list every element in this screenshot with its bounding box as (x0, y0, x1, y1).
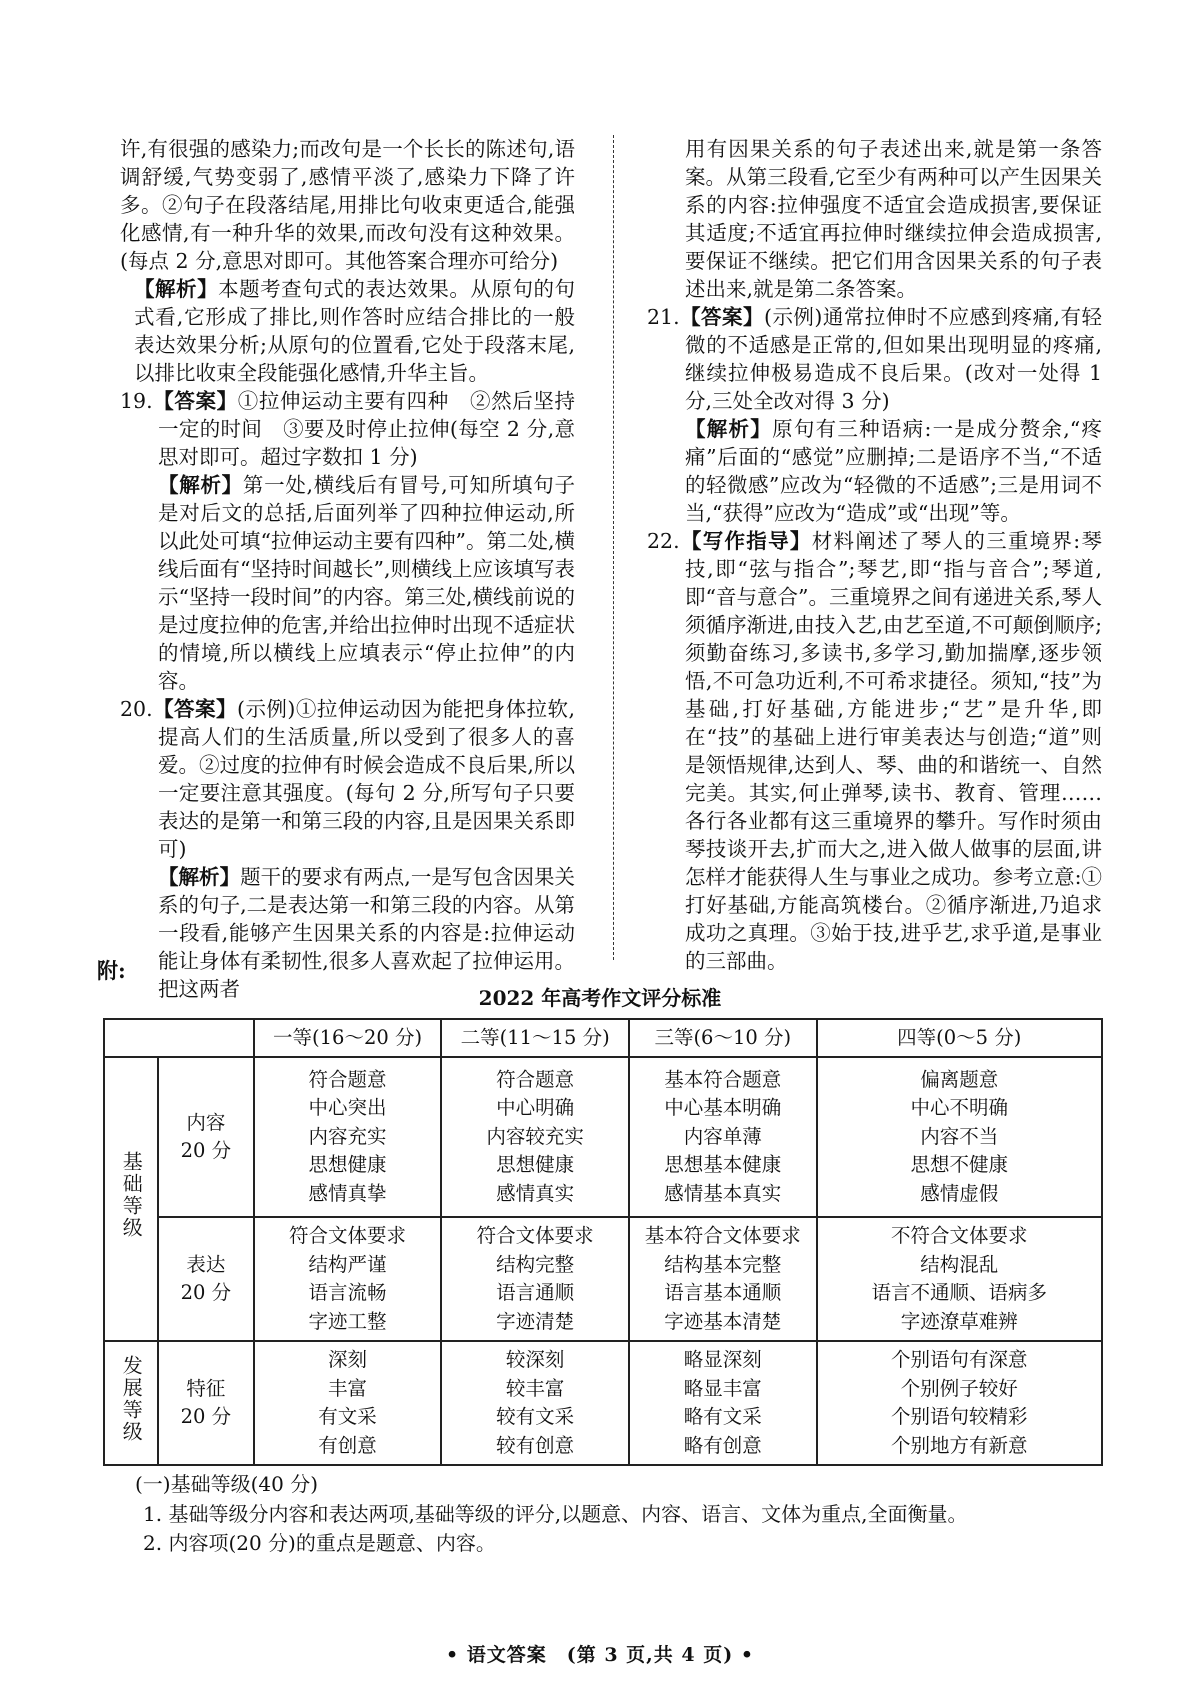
criterion: 有文采 (318, 1405, 377, 1428)
criterion: 略显深刻 (683, 1348, 762, 1371)
criterion: 符合文体要求 (476, 1224, 594, 1247)
criterion: 思想健康 (308, 1153, 387, 1177)
criterion: 中心基本明确 (664, 1096, 782, 1120)
answer-label: 【答案】 (152, 389, 238, 413)
criterion: 个别地方有新意 (891, 1433, 1028, 1457)
paragraph-continued (120, 135, 575, 275)
table-row-feature (104, 1341, 1102, 1465)
note-item: 2. 内容项(20 分)的重点是题意、内容。 (143, 1531, 496, 1555)
grade-header: 二等(11～15 分) (441, 1019, 629, 1057)
criterion: 语言基本通顺 (664, 1281, 782, 1304)
table-corner-cell (104, 1019, 254, 1057)
criterion: 内容不当 (920, 1124, 999, 1148)
scoring-table (103, 1018, 1103, 1466)
criterion: 字迹工整 (308, 1309, 387, 1333)
criterion: 感情真实 (496, 1181, 575, 1205)
group-label: 基础等级 (119, 1150, 144, 1239)
criterion: 内容单薄 (683, 1124, 762, 1148)
criteria-cell (254, 1341, 442, 1465)
criteria-cell (441, 1217, 629, 1341)
criterion: 思想健康 (496, 1153, 575, 1177)
criteria-cell (441, 1057, 629, 1217)
criterion: 深刻 (328, 1348, 368, 1371)
criterion: 结构严谨 (308, 1252, 387, 1276)
question-19-answer (120, 387, 575, 471)
question-number: 19. (120, 389, 153, 413)
analysis-paragraph (120, 275, 575, 387)
criterion: 语言流畅 (308, 1281, 387, 1304)
criterion: 思想不健康 (910, 1153, 1009, 1177)
note-item: 1. 基础等级分内容和表达两项,基础等级的评分,以题意、内容、语言、文体为重点,全面衡量。 (143, 1501, 968, 1526)
criterion: 较有文采 (496, 1405, 575, 1428)
criterion: 语言通顺 (496, 1281, 575, 1304)
analysis-text: 题干的要求有两点,一是写包含因果关系的句子,二是表达第一和第三段的内容。从第一段看,能够产生因果关系的内容是:拉伸运动能让身体有柔韧性,很多人喜欢起了拉伸运用。把这两者 (158, 865, 576, 1001)
criteria-cell (629, 1217, 817, 1341)
criteria-cell (629, 1057, 817, 1217)
question-number: 21. (647, 305, 680, 329)
right-column (647, 135, 1102, 975)
criterion: 略显丰富 (683, 1376, 762, 1400)
criterion: 感情真挚 (308, 1181, 387, 1205)
criterion: 不符合文体要求 (891, 1224, 1028, 1247)
group-cell-development (104, 1341, 158, 1465)
criterion: 丰富 (328, 1376, 368, 1400)
criteria-cell (254, 1057, 442, 1217)
left-column (120, 135, 575, 1003)
criterion: 较丰富 (505, 1376, 565, 1400)
analysis-text: 第一处,横线后有冒号,可知所填句子是对后文的总括,后面列举了四种拉伸运动,所以此处可填“拉伸运动主要有四种”。第二处,横线后面有“坚持时间越长”,则横线上应该填写表示“坚持一段时间”的内容。第三处,横线前说的是过度拉伸的危害,并给出拉伸时出现不适症状的情境,所以横线上应填表示“停止拉伸”的内容。 (158, 473, 575, 693)
criterion: 较深刻 (505, 1348, 565, 1371)
criteria-cell (254, 1217, 442, 1341)
analysis-label: 【解析】 (685, 417, 773, 441)
analysis-label: 【解析】 (158, 865, 241, 889)
question-number: 22. (647, 529, 680, 553)
table-header-row (104, 1019, 1102, 1057)
criterion: 思想基本健康 (664, 1153, 782, 1177)
analysis-label: 【解析】 (158, 473, 243, 497)
group-label: 发展等级 (119, 1354, 144, 1443)
criterion: 字迹清楚 (496, 1309, 575, 1333)
criterion: 个别语句较精彩 (891, 1405, 1028, 1428)
criterion: 个别例子较好 (900, 1376, 1018, 1400)
answer-text: (示例)通常拉伸时不应感到疼痛,有轻微的不适感是正常的,但如果出现明显的疼痛,继续拉伸极易造成不良后果。(改对一处得 1 分,三处全改对得 3 分) (685, 305, 1102, 413)
table-row-content (104, 1057, 1102, 1217)
item-score: 20 分 (180, 1405, 232, 1428)
criterion: 结构基本完整 (664, 1252, 782, 1276)
analysis-label: 【解析】 (134, 277, 219, 301)
question-19-analysis (120, 471, 575, 695)
criteria-cell (817, 1217, 1102, 1341)
grade-header: 四等(0～5 分) (817, 1019, 1102, 1057)
question-22-guide (647, 527, 1102, 975)
criterion: 个别语句有深意 (891, 1348, 1028, 1371)
answer-text: ①拉伸运动主要有四种 ②然后坚持一定的时间 ③要及时停止拉伸(每空 2 分,意思对即可。超过字数扣 1 分) (158, 389, 576, 469)
item-score: 20 分 (180, 1281, 232, 1304)
criteria-cell (817, 1341, 1102, 1465)
answer-text: (示例)①拉伸运动因为能把身体拉软,提高人们的生活质量,所以受到了很多人的喜爱。②过度的拉伸有时候会造成不良后果,所以一定要注意其强度。(每句 2 分,所写句子只要表达的是第一和第三段的内容,且是因果关系即可) (158, 697, 575, 861)
criterion: 中心不明确 (910, 1096, 1009, 1120)
answer-label: 【答案】 (152, 697, 237, 721)
table-row-expression (104, 1217, 1102, 1341)
note-heading: (一)基础等级(40 分) (135, 1472, 319, 1496)
item-cell (158, 1217, 254, 1341)
answer-label: 【答案】 (679, 305, 764, 329)
criterion: 结构混乱 (920, 1252, 999, 1276)
question-20-answer (120, 695, 575, 863)
criterion: 略有文采 (683, 1405, 762, 1428)
criterion: 有创意 (318, 1433, 377, 1457)
question-number: 20. (120, 697, 153, 721)
criterion: 基本符合题意 (664, 1067, 782, 1091)
analysis-text: 原句有三种语病:一是成分赘余,“疼痛”后面的“感觉”应删掉;二是语序不当,“不适的轻微感”应改为“轻微的不适感”;三是用词不当,“获得”应改为“造成”或“出现”等。 (685, 417, 1103, 525)
criterion: 中心突出 (308, 1096, 387, 1120)
item-label: 表达 (186, 1252, 226, 1276)
criteria-cell (629, 1341, 817, 1465)
criterion: 语言不通顺、语病多 (871, 1281, 1048, 1304)
criterion: 符合题意 (496, 1067, 575, 1091)
grade-header: 三等(6～10 分) (629, 1019, 817, 1057)
criterion: 内容较充实 (486, 1124, 584, 1148)
criterion: 字迹基本清楚 (664, 1309, 782, 1333)
criterion: 结构完整 (496, 1252, 575, 1276)
criterion: 中心明确 (496, 1096, 575, 1120)
criterion: 内容充实 (308, 1124, 387, 1148)
criteria-cell (817, 1057, 1102, 1217)
analysis-text: 本题考查句式的表达效果。从原句的句式看,它形成了排比,则作答时应结合排比的一般表达效果分析;从原句的位置看,它处于段落末尾,以排比收束全段能强化感情,升华主旨。 (134, 277, 576, 385)
guide-label: 【写作指导】 (679, 529, 812, 553)
guide-text: 材料阐述了琴人的三重境界:琴技,即“弦与指合”;琴艺,即“指与音合”;琴道,即“音与意合”。三重境界之间有递进关系,琴人须循序渐进,由技入艺,由艺至道,不可颠倒顺序;须勤奋练习,多读书,多学习,勤加揣摩,逐步领悟,不可急功近利,不可希求捷径。须知,“技”为基础,打好基础,方能进步;“艺”是升华,即在“技”的基础上进行审美表达与创造;“道”则是领悟规律,达到人、琴、曲的和谐统一、自然完美。其实,何止弹琴,读书、教育、管理……各行各业都有这三重境界的攀升。写作时须由琴技谈开去,扩而大之,进入做人做事的层面,讲怎样才能获得人生与事业之成功。参考立意:①打好基础,方能高筑楼台。②循序渐进,乃追求成功之真理。③始于技,进乎艺,求乎道,是事业的三部曲。 (685, 529, 1103, 973)
appendix-label: 附: (97, 958, 126, 983)
item-score: 20 分 (180, 1139, 232, 1162)
item-label: 特征 (186, 1376, 226, 1400)
criterion: 字迹潦草难辨 (900, 1309, 1018, 1333)
criterion: 感情虚假 (920, 1181, 999, 1205)
criterion: 略有创意 (683, 1433, 762, 1457)
notes-section (135, 1470, 968, 1559)
item-cell (158, 1057, 254, 1217)
item-cell (158, 1341, 254, 1465)
criterion: 较有创意 (496, 1433, 575, 1457)
criterion: 符合题意 (308, 1067, 387, 1091)
group-cell-basic (104, 1057, 158, 1341)
paragraph-continued (647, 135, 1102, 303)
criterion: 偏离题意 (920, 1067, 999, 1091)
question-21-analysis (647, 415, 1102, 527)
criterion: 基本符合文体要求 (644, 1224, 801, 1247)
criteria-cell (441, 1341, 629, 1465)
column-divider (613, 135, 614, 960)
criterion: 符合文体要求 (289, 1224, 407, 1247)
question-21-answer (647, 303, 1102, 415)
grade-header: 一等(16～20 分) (254, 1019, 442, 1057)
paragraph-text: 用有因果关系的句子表述出来,就是第一条答案。从第三段看,它至少有两种可以产生因果关系的内容:拉伸强度不适宜会造成损害,要保证其适度;不适宜再拉伸时继续拉伸会造成损害,要保证不继续。把它们用含因果关系的句子表述出来,就是第二条答案。 (685, 137, 1102, 301)
criterion: 感情基本真实 (664, 1181, 782, 1205)
item-label: 内容 (186, 1110, 226, 1134)
table-title: 2022 年高考作文评分标准 (478, 986, 722, 1010)
page-footer: • 语文答案 (第 3 页,共 4 页) • (445, 1644, 754, 1666)
paragraph-text: 许,有很强的感染力;而改句是一个长长的陈述句,语调舒缓,气势变弱了,感情平淡了,感染力下降了许多。②句子在段落结尾,用排比句收束更适合,能强化感情,有一种升华的效果,而改句没有这种效果。(每点 2 分,意思对即可。其他答案合理亦可给分) (120, 137, 575, 273)
